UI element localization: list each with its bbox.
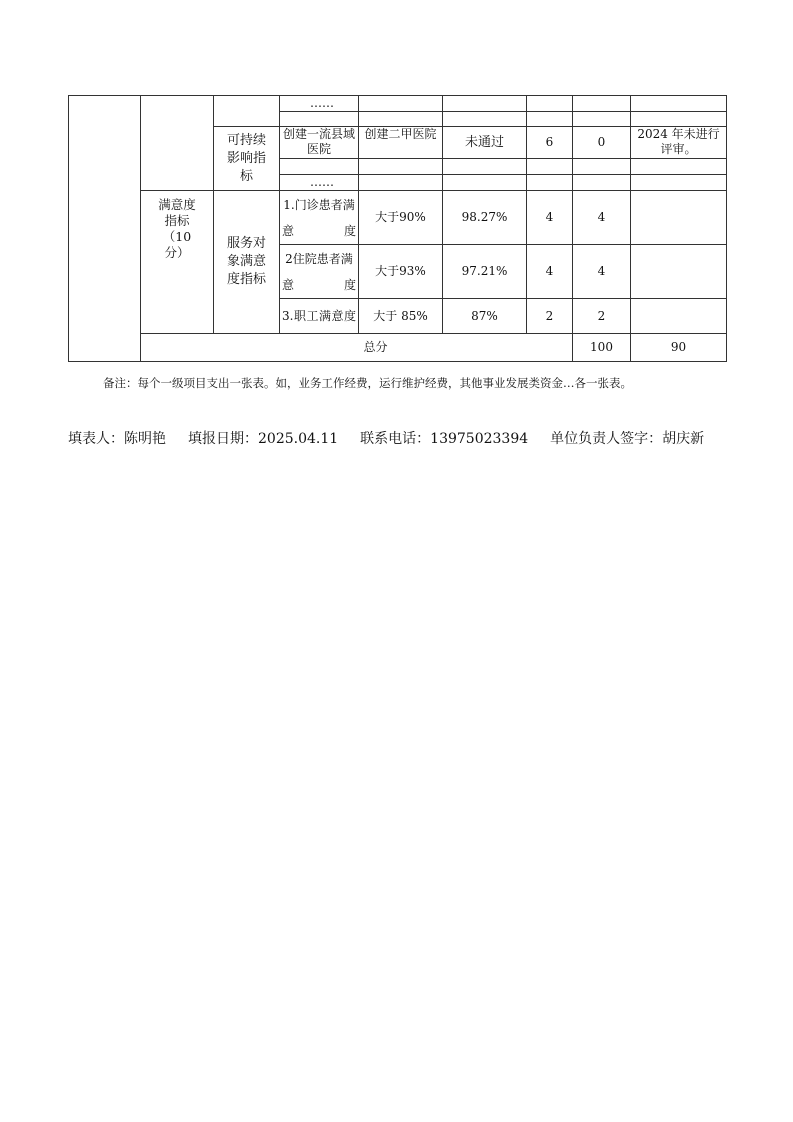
sustain-item: 创建一流县域医院 [280,127,359,159]
leader-signature-field: 单位负责人签字：胡庆新 [550,431,705,447]
satisfaction-weight: 2 [527,299,573,334]
level1-cell [69,96,141,362]
sustain-remark: 2024 年未进行评审。 [631,127,727,159]
satisfaction-weight: 4 [527,245,573,299]
satisfaction-target: 大于93% [359,245,443,299]
satisfaction-actual: 98.27% [443,191,527,245]
date-field: 填报日期：2025.04.11 [188,431,339,447]
satisfaction-score: 4 [573,245,631,299]
satisfaction-remark [631,191,727,245]
ellipsis-cell: …… [280,96,359,112]
table-note: 备注：每个一级项目支出一张表。如，业务工作经费，运行维护经费，其他事业发展类资金…各一张表。 [103,376,632,390]
satisfaction-weight: 4 [527,191,573,245]
sustain-actual: 未通过 [443,127,527,159]
service-header: 服务对象满意度指标 [214,191,280,334]
phone-field: 联系电话：13975023394 [360,431,529,447]
level3-cell [214,96,280,127]
level2-cell [141,96,214,191]
satisfaction-item: 3.职工满意度 [280,299,359,334]
satisfaction-target: 大于 85% [359,299,443,334]
satisfaction-item: 2住院患者满意度 [280,245,359,299]
satisfaction-actual: 87% [443,299,527,334]
satisfaction-score: 4 [573,191,631,245]
satisfaction-actual: 97.21% [443,245,527,299]
table-row [69,96,727,112]
signature-line [68,428,704,448]
satisfaction-score: 2 [573,299,631,334]
total-row [69,334,727,362]
total-score: 90 [631,334,727,362]
sustain-weight: 6 [527,127,573,159]
ellipsis-cell: …… [280,175,359,191]
performance-table [68,95,727,362]
total-label: 总分 [141,334,573,362]
satisfaction-remark [631,245,727,299]
satisfaction-remark [631,299,727,334]
sustain-header: 可持续影响指标 [214,127,280,191]
table-row [69,191,727,245]
total-weight: 100 [573,334,631,362]
satisfaction-target: 大于90% [359,191,443,245]
filler-field: 填表人：陈明艳 [68,431,166,447]
sustain-score: 0 [573,127,631,159]
sustain-target: 创建二甲医院 [359,127,443,159]
satisfaction-header: 满意度指标（10分） [141,191,214,334]
satisfaction-item: 1.门诊患者满意度 [280,191,359,245]
